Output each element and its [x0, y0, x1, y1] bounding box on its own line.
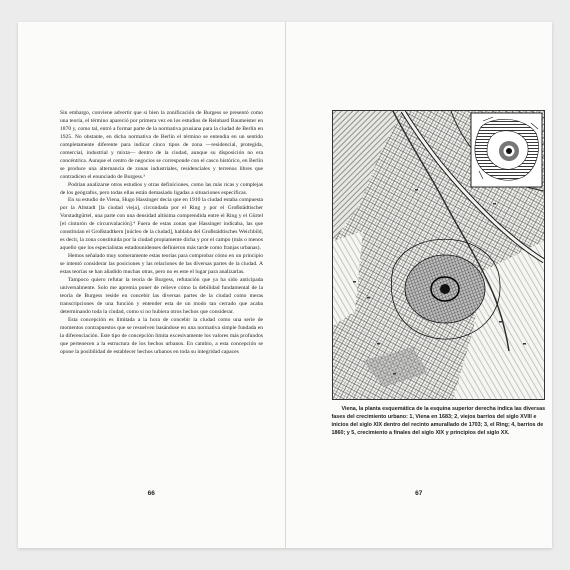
caption-text: Viena, la planta esquemática de la esquina superior derecha indica las diversas fases del crecimiento urbano: 1, Viena en 1683; 2, viejos barrios del siglo XVIII e inicios del siglo XIX dentro del recinto amurallado de 1703; 3, el Ring; 4, barrios de 1860; y 5, crecimiento a finales del siglo XIX y principios del siglo XX. [331, 406, 546, 436]
paragraph: Esta concepción es limitada a la hora de concebir la ciudad como una serie de momentos contrapuestos que se resuelven basándose en una normativa simple fundada en la diferenciación. Este tipo de concepción limita excesivamente los valores más profundos que pertenecen a la estructura de los hechos urbanos. En cambio, a esta concepción se opone la posibilidad de establecer hechos urbanos en toda su integridad capaces [60, 316, 263, 355]
paragraph: En su estudio de Viena, Hugo Hassinger decía que en 1910 la ciudad estaba compuesta por la Altstadt [la ciudad vieja], circundada por el Ring y por el Großstädtischer Vorstadtgürtel, una parte con una densidad altísima comprendida entre el Ring y el Gürtel [el cinturón de circunvalación].⁴ Fuera de estas zonas que Hassinger indicaba, las que constituían el Großstadtkern [núcleo de la ciudad], hablaba del Großstädtisches Weichbild, es decir, la zona constituida por la ciudad propiamente dicha y por el campo (más o menos aquello que los especialistas estadounidenses definieron más tarde como franjas urbanas). [60, 197, 263, 252]
paragraph: Podrían analizarse otros estudios y otras definiciones, como las más ricas y complejas de los geógrafos, pero todas ellas están demasiado ligadas a situaciones específicas. [60, 181, 263, 196]
page-number-left: 66 [147, 490, 155, 497]
body-text [60, 110, 263, 357]
figure-caption [332, 406, 547, 438]
paragraph: Tampoco quiero refutar la teoría de Burgess, refutación que ya ha sido anticipada universalmente. Solo me apremia poner de relieve cómo la debilidad fundamental de la teoría de Burgess reside en concebir las diversas partes de la ciudad como meras transcripciones de una función y entender esta de un modo tan cerrado que acaba determinando toda la ciudad, como si no hubiera otros hechos que considerar. [60, 277, 263, 315]
left-page [18, 22, 286, 548]
paragraph: Sin embargo, conviene advertir que si bien la zonificación de Burgess se presentó como una teoría, el término apareció por primera vez en los estudios de Reinhard Baumeister en 1870 y, como tal, entró a formar parte de la normativa prusiana para la ciudad de Berlín en 1925. No obstante, en dicha normativa de Berlín el término se entendía en un sentido completamente diferente para indicar cinco tipos de zona —residencial, protegida, comercial, industrial y mixta— dentro de la ciudad, aunque su disposición no era concéntrica. Aunque el centro de negocios se corresponde con el casco histórico, en Berlín se produce una alternancia de zonas industriales, residenciales y terrenos libres que contradicen el enunciado de Burgess.³ [60, 110, 263, 180]
page-number-right: 67 [415, 490, 423, 497]
paragraph: Hemos señalado muy someramente estas teorías para comprobar cómo en un principio se intentó considerar las posiciones y las relaciones de las diversas partes de la ciudad. A estas teorías se han añadido muchas otras, pero no es este el lugar para analizarlas. [60, 253, 263, 276]
right-page [286, 22, 553, 548]
map-drawing [333, 111, 544, 399]
vienna-map-image [332, 110, 545, 400]
book-spread [18, 22, 552, 548]
